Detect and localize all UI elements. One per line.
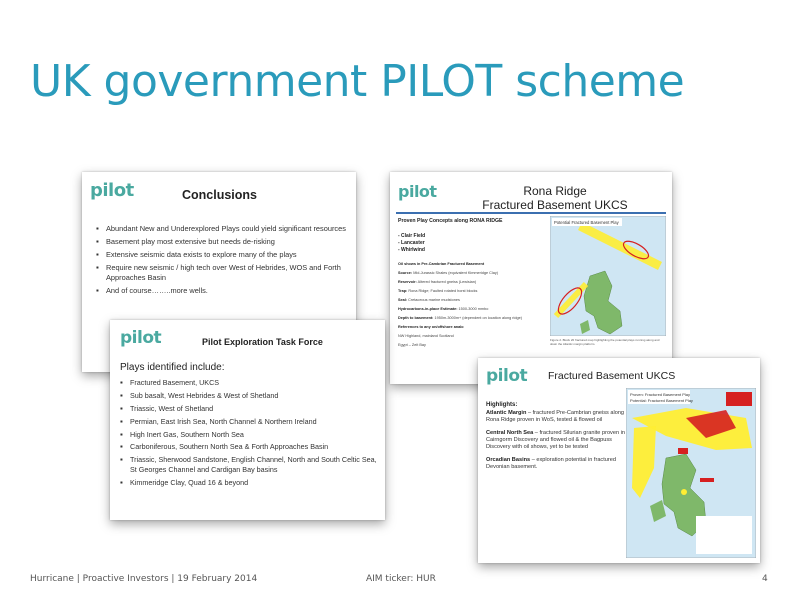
- slide-title: UK government PILOT scheme: [30, 56, 685, 107]
- highlight-para: Central North Sea – fractured Silurian granite proven in Cairngorm Discovery and flowed oil & the Bagpuss Discovery with oil shows, yet to be tested: [486, 430, 625, 450]
- detail-row: Depth to basement: 1950m-3000m+ (dependent on location along ridge): [398, 316, 523, 320]
- field-item: - Clair Field: [398, 233, 426, 239]
- pilot-logo: pilot: [90, 180, 134, 201]
- oil-heading: Oil shows in Pre-Cambrian Fractured Basement: [398, 262, 485, 266]
- list-item: ▪ High Inert Gas, Southern North Sea: [120, 430, 380, 440]
- map-legend: Potential: Fractured Basement Play: [630, 398, 693, 403]
- list-item: ▪ Basement play most extensive but needs de-risking: [96, 237, 346, 247]
- proven-heading: Proven Play Concepts along RONA RIDGE: [398, 218, 503, 224]
- list-item: ▪ Fractured Basement, UKCS: [120, 378, 380, 388]
- fractured-text: [486, 402, 626, 477]
- pilot-logo: pilot: [486, 366, 528, 386]
- fractured-basement-map: [626, 388, 756, 558]
- reference-row: Egypt – Zeit Bay: [398, 343, 426, 347]
- conclusions-heading: Conclusions: [182, 188, 258, 202]
- footer-text: Hurricane | Proactive Investors | 19 February 2014: [30, 574, 258, 584]
- detail-row: Reservoir: Altered fractured gneiss (Lewisian): [398, 280, 477, 284]
- rona-text: [398, 214, 548, 352]
- field-item: - Whirlwind: [398, 247, 425, 253]
- rona-ridge-card: [390, 172, 672, 384]
- map-legend: Proven: Fractured Basement Play: [630, 392, 691, 397]
- list-item: ▪ Extensive seismic data exists to explore many of the plays: [96, 250, 346, 260]
- list-item: ▪ And of course……..more wells.: [96, 286, 346, 296]
- taskforce-subheading: Plays identified include:: [120, 362, 225, 373]
- rona-ridge-map: [550, 216, 666, 336]
- pilot-logo: pilot: [120, 328, 162, 348]
- detail-row: Hydrocarbons-in-place Estimate: 1500-3000 mmbo: [398, 307, 489, 311]
- rona-heading-line1: Rona Ridge: [523, 184, 587, 198]
- detail-row: Trap: Rona Ridge; Faulted rotated horst blocks: [398, 289, 478, 293]
- detail-row: References to any on/offshore analo: [398, 325, 464, 329]
- pilot-logo: pilot: [398, 182, 437, 201]
- map-label: Potential Fractured Basement Play: [554, 220, 619, 225]
- list-item: ▪ Abundant New and Underexplored Plays could yield significant resources: [96, 224, 346, 234]
- rona-heading-line2: Fractured Basement UKCS: [482, 198, 628, 212]
- fractured-heading: Fractured Basement UKCS: [548, 370, 676, 382]
- detail-row: Seal: Cretaceous marine mudstones: [398, 298, 460, 302]
- list-item: ▪ Require new seismic / high tech over West of Hebrides, WOS and Forth Approaches Basin: [96, 263, 346, 283]
- conclusions-list: [96, 224, 346, 299]
- taskforce-card: [110, 320, 385, 520]
- list-item: ▪ Triassic, West of Shetland: [120, 404, 380, 414]
- list-item: ▪ Carboniferous, Southern North Sea & Forth Approaches Basin: [120, 442, 380, 452]
- list-item: ▪ Permian, East Irish Sea, North Channel & Northern Ireland: [120, 417, 380, 427]
- taskforce-heading: Pilot Exploration Task Force: [202, 337, 323, 347]
- highlights-label: Highlights:: [486, 402, 518, 408]
- ticker-text: AIM ticker: HUR: [366, 574, 436, 584]
- highlight-para: Atlantic Margin – fractured Pre-Cambrian gneiss along Rona Ridge proven in WoS, tested & flowed oil: [486, 410, 625, 423]
- fractured-basement-card: [478, 358, 760, 563]
- list-item: ▪ Kimmeridge Clay, Quad 16 & beyond: [120, 478, 380, 488]
- field-item: - Lancaster: [398, 240, 425, 246]
- rona-heading: [450, 184, 660, 212]
- field-list: [398, 233, 548, 254]
- reference-row: NW Highland, mainland Scotland: [398, 334, 454, 338]
- map-caption: Figure 2. Block 20 fractured map highlighting the potential plays running along and down the Atlantic margin platform.: [550, 338, 660, 346]
- list-item: ▪ Triassic, Sherwood Sandstone, English Channel, North and South Celtic Sea, St Georges Channel and Cardigan Bay basins: [120, 455, 380, 474]
- detail-row: Source: Mid-Jurassic Shales (equivalent Kimmeridge Clay): [398, 271, 499, 275]
- taskforce-list: [120, 378, 380, 491]
- highlight-para: Orcadian Basins – exploration potential in fractured Devonian basement.: [486, 457, 616, 470]
- list-item: ▪ Sub basalt, West Hebrides & West of Shetland: [120, 391, 380, 401]
- page-number: 4: [762, 574, 768, 584]
